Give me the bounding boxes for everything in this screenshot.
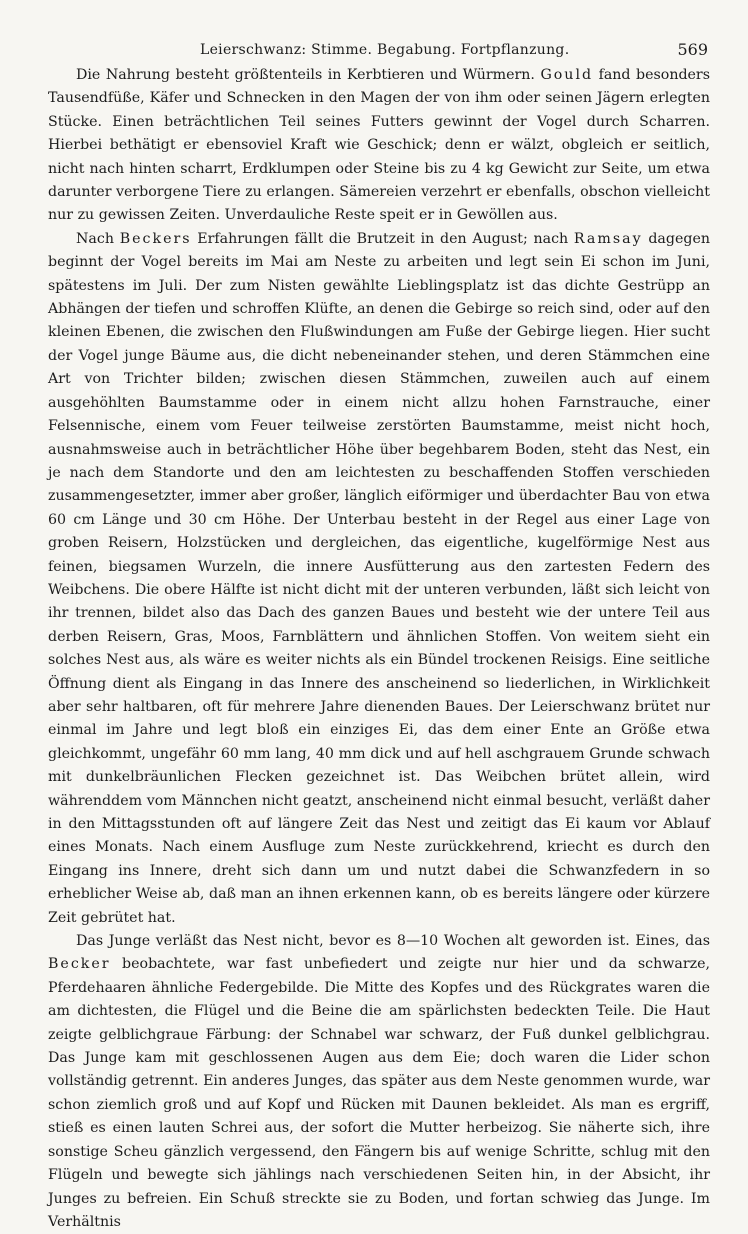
paragraph-diet: Die Nahrung besteht größtenteils in Kerbtieren und Würmern. Gould fand besonders Tausendfüße, Käfer und Schnecken in den Magen der von ihm oder seinen Jägern erlegten Stücke. Einen beträchtlichen Teil seines Futters gewinnt der Vogel durch Scharren. Hierbei bethätigt er ebensoviel Kraft wie Geschick; denn er wälzt, obgleich er seitlich, nicht nach hinten scharrt, Erdklumpen oder Steine bis zu 4 kg Gewicht zur Seite, um etwa darunter verborgene Tiere zu erlangen. Sämereien verzehrt er ebenfalls, obschon vielleicht nur zu gewissen Zeiten. Unverdauliche Reste speit er in Gewöllen aus. xyxy=(48,67,710,224)
page-number: 569 xyxy=(677,40,708,59)
author-name: Gould xyxy=(540,67,594,83)
body-text xyxy=(48,64,710,1234)
paragraph-nesting: Nach Beckers Erfahrungen fällt die Brutzeit in den August; nach Ramsay dagegen beginnt der Vogel bereits im Mai am Neste zu arbeiten und legt sein Ei schon im Juni, spätestens im Juli. Der zum Nisten gewählte Lieblingsplatz ist das dichte Gestrüpp an Abhängen der tiefen und schroffen Klüfte, an denen die Gebirge so reich sind, oder auf den kleinen Ebenen, die zwischen den Flußwindungen am Fuße der Gebirge liegen. Hier sucht der Vogel junge Bäume aus, die dicht nebeneinander stehen, und deren Stämmchen eine Art von Trichter bilden; zwischen diesen Stämmchen, zuweilen auch auf einem ausgehöhlten Baumstamme oder in einem nicht allzu hohen Farnstrauche, einer Felsennische, einem vom Feuer teilweise zerstörten Baumstamme, meist nicht hoch, ausnahmsweise auch in beträchtlicher Höhe über begehbarem Boden, steht das Nest, ein je nach dem Standorte und den am leichtesten zu beschaffenden Stoffen verschieden zusammengesetzter, immer aber großer, länglich eiförmiger und überdachter Bau von etwa 60 cm Länge und 30 cm Höhe. Der Unterbau besteht in der Regel aus einer Lage von groben Reisern, Holzstücken und dergleichen, das eigentliche, kugelförmige Nest aus feinen, biegsamen Wurzeln, die innere Ausfütterung aus den zartesten Federn des Weibchens. Die obere Hälfte ist nicht dicht mit der unteren verbunden, läßt sich leicht von ihr trennen, bildet also das Dach des ganzen Baues und besteht wie der untere Teil aus derben Reisern, Gras, Moos, Farnblättern und ähnlichen Stoffen. Von weitem sieht ein solches Nest aus, als wäre es weiter nichts als ein Bündel trockenen Reisigs. Eine seitliche Öffnung dient als Eingang in das Innere des anscheinend so liederlichen, in Wirklichkeit aber sehr haltbaren, oft für mehrere Jahre dienenden Baues. Der Leierschwanz brütet nur einmal im Jahre und legt bloß ein einziges Ei, das dem einer Ente an Größe etwa gleichkommt, ungefähr 60 mm lang, 40 mm dick und auf hell aschgrauem Grunde schwach mit dunkelbräunlichen Flecken gezeichnet ist. Das Weibchen brütet allein, wird währenddem vom Männchen nicht geatzt, anscheinend nicht einmal besucht, verläßt daher in den Mittagsstunden oft auf längere Zeit das Nest und zeitigt das Ei kaum vor Ablauf eines Monats. Nach einem Ausfluge zum Neste zurückkehrend, kriecht es durch den Eingang ins Innere, dreht sich dann um und nutzt dabei die Schwanzfedern in so erheblicher Weise ab, daß man an ihnen erkennen kann, ob es bereits längere oder kürzere Zeit gebrütet hat. xyxy=(48,230,710,926)
author-name: Ramsay xyxy=(573,230,643,247)
paragraph-young: Das Junge verläßt das Nest nicht, bevor es 8—10 Wochen alt geworden ist. Eines, das Becker beobachtete, war fast unbefiedert und zeigte nur hier und da schwarze, Pferdehaaren ähnliche Federgebilde. Die Mitte des Kopfes und des Rückgrates waren die am dichtesten, die Flügel und die Beine die am spärlichsten bedeckten Teile. Die Haut zeigte gelblichgraue Färbung: der Schnabel war schwarz, der Fuß dunkel gelblichgrau. Das Junge kam mit geschlossenen Augen aus dem Eie; doch waren die Lider schon vollständig getrennt. Ein anderes Junges, das später aus dem Neste genommen wurde, war schon ziemlich groß und auf Kopf und Rücken mit Daunen bekleidet. Als man es ergriff, stieß es einen lauten Schrei aus, der sofort die Mutter herbeizog. Sie näherte sich, ihre sonstige Scheu gänzlich vergessend, den Fängern bis auf wenige Schritte, schlug mit den Flügeln und bewegte sich jählings nach verschiedenen Seiten hin, in der Absicht, ihr Junges zu befreien. Ein Schuß streckte sie zu Boden, und fortan schwieg das Junge. Im Verhältnis xyxy=(48,933,710,1230)
author-name: Becker xyxy=(48,956,111,973)
book-page xyxy=(48,38,710,1234)
author-name: Beckers xyxy=(119,230,192,247)
running-title: Leierschwanz: Stimme. Begabung. Fortpflanzung. xyxy=(200,42,570,58)
running-head xyxy=(48,38,710,64)
